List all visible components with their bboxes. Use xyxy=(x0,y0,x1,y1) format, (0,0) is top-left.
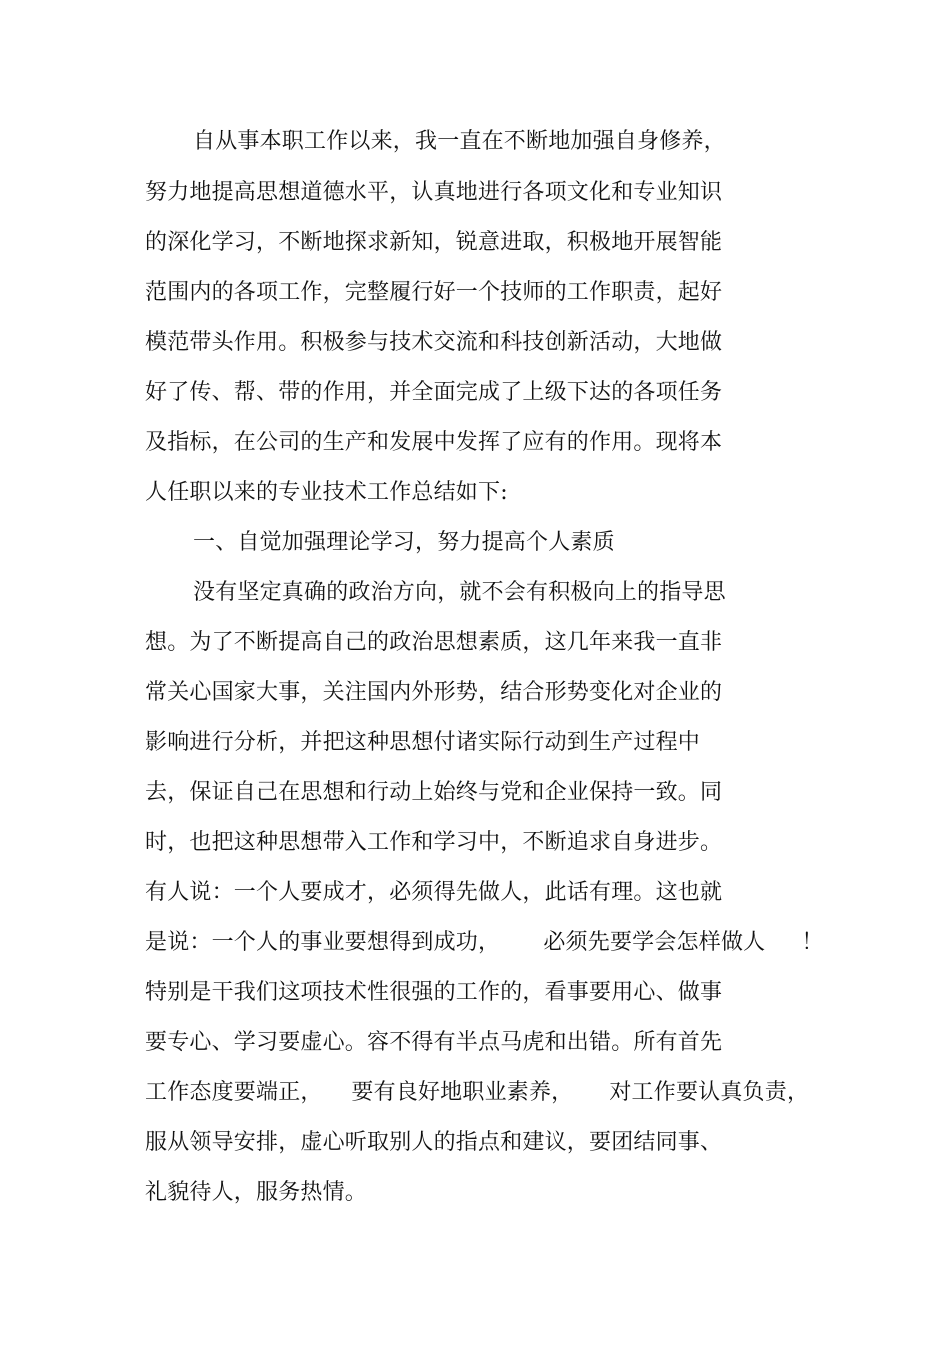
paragraph-line: 人任职以来的专业技术工作总结如下: xyxy=(145,480,508,505)
paragraph-line: 去，保证自己在思想和行动上始终与党和企业保持一致。同 xyxy=(145,780,723,805)
paragraph-line: 是说：一个人的事业要想得到成功， 必须先要学会怎样做人 ！ xyxy=(145,930,824,955)
paragraph-line: 自从事本职工作以来，我一直在不断地加强自身修养， xyxy=(193,129,726,154)
paragraph-line: 服从领导安排，虚心听取别人的指点和建议，要团结同事、 xyxy=(145,1130,723,1155)
section-heading: 一、自觉加强理论学习，努力提高个人素质 xyxy=(193,530,615,555)
paragraph-line: 要专心、学习要虚心。容不得有半点马虎和出错。所有首先 xyxy=(145,1030,723,1055)
paragraph-line: 没有坚定真确的政治方向，就不会有积极向上的指导思 xyxy=(193,580,726,605)
paragraph-line: 特别是干我们这项技术性很强的工作的，看事要用心、做事 xyxy=(145,980,723,1005)
paragraph-line: 礼貌待人，服务热情。 xyxy=(145,1180,368,1205)
paragraph-line: 好了传、帮、带的作用，并全面完成了上级下达的各项任务 xyxy=(145,380,723,405)
paragraph-line: 的深化学习，不断地探求新知，锐意进取，积极地开展智能 xyxy=(145,230,723,255)
paragraph-line: 时，也把这种思想带入工作和学习中，不断追求自身进步。 xyxy=(145,830,723,855)
paragraph-line: 常关心国家大事，关注国内外形势，结合形势变化对企业的 xyxy=(145,680,723,705)
paragraph-line: 有人说：一个人要成才，必须得先做人，此话有理。这也就 xyxy=(145,880,723,905)
paragraph-line: 范围内的各项工作，完整履行好一个技师的工作职责，起好 xyxy=(145,280,723,305)
paragraph-line: 工作态度要端正， 要有良好地职业素养， 对工作要认真负责， xyxy=(145,1080,810,1105)
paragraph-line: 影响进行分析，并把这种思想付诸实际行动到生产过程中 xyxy=(145,730,701,755)
paragraph-line: 模范带头作用。积极参与技术交流和科技创新活动，大地做 xyxy=(145,330,723,355)
paragraph-line: 努力地提高思想道德水平，认真地进行各项文化和专业知识 xyxy=(145,180,723,205)
paragraph-line: 想。为了不断提高自己的政治思想素质，这几年来我一直非 xyxy=(145,630,723,655)
paragraph-line: 及指标，在公司的生产和发展中发挥了应有的作用。现将本 xyxy=(145,430,723,455)
